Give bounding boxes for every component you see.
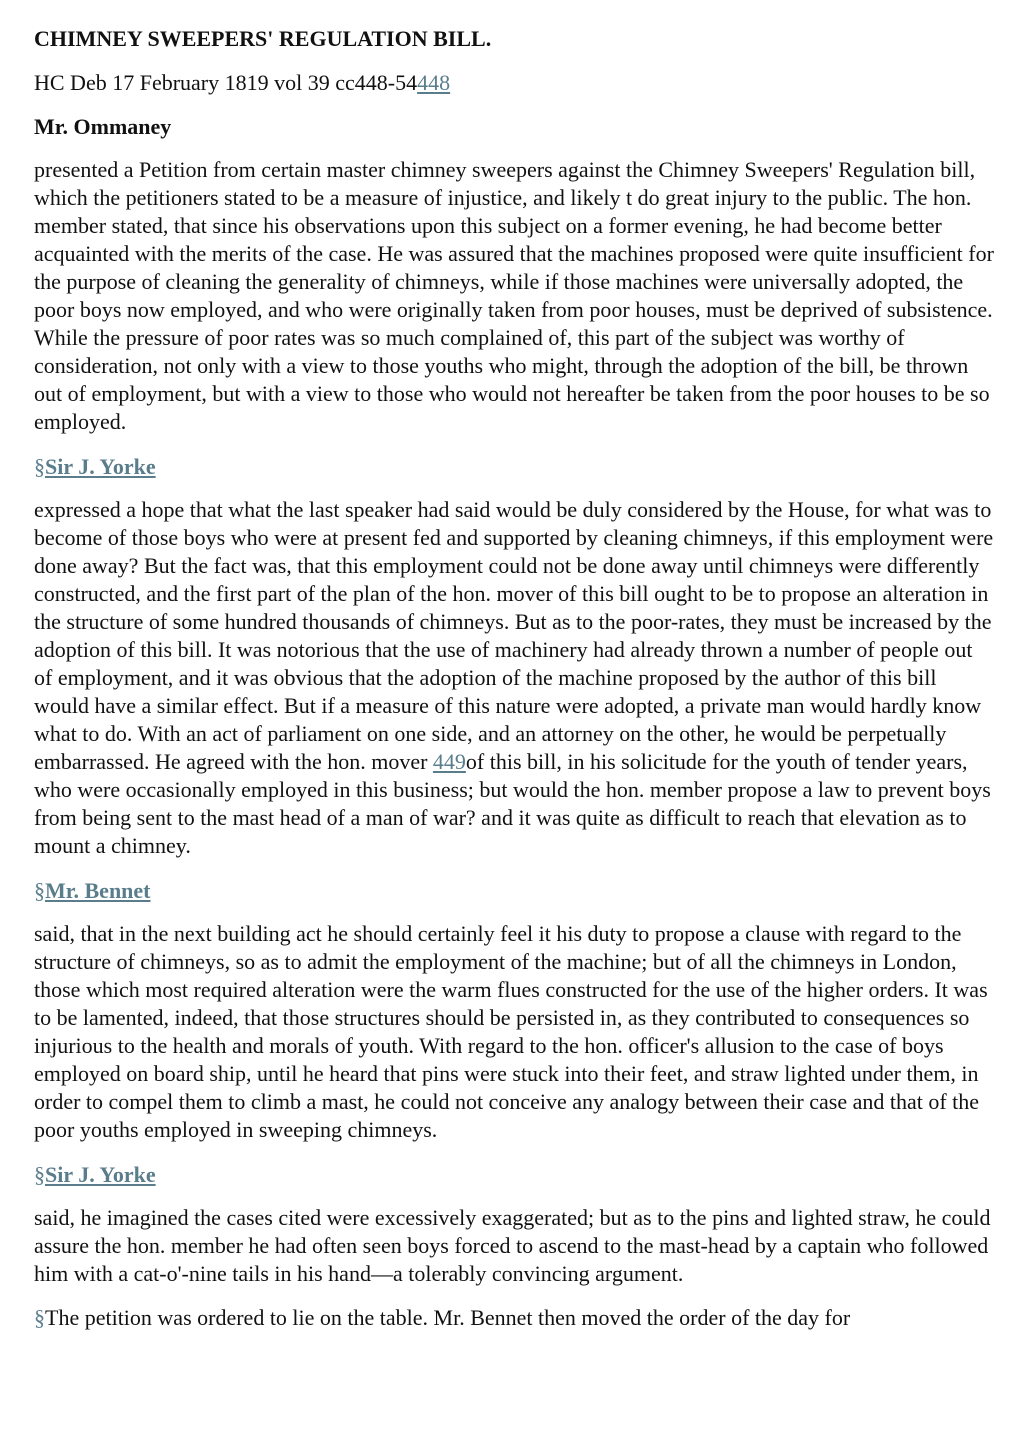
column-link-449[interactable]: 449 [432, 749, 466, 774]
speech-text-part: of this bill, in his solicitude for the youth of tender years, who were occasionally employed in this business; but would the hon. member propose a law to prevent boys from being sent to the mast head of a man of war? and it was quite as difficult to reach that elevation as to mount a chimney. [34, 749, 991, 858]
citation-text: HC Deb 17 February 1819 vol 39 cc448-54 [34, 70, 418, 95]
section-mark: § [34, 878, 45, 903]
section-mark: § [34, 454, 45, 479]
procedure-text [34, 1304, 994, 1332]
section-mark: § [34, 1162, 45, 1187]
speaker-link-yorke[interactable]: Sir J. Yorke [45, 1162, 156, 1187]
column-link-448[interactable]: 448 [417, 70, 451, 95]
section-mark: § [34, 1305, 45, 1330]
speech-text: said, he imagined the cases cited were excessively exaggerated; but as to the pins and lighted straw, he could assure the hon. member he had often seen boys forced to ascend to the mast-head by a captain who followed him with a cat-o'-nine tails in his hand—a tolerably convincing argument. [34, 1205, 991, 1286]
speech-text: presented a Petition from certain master chimney sweepers against the Chimney Sweepers' Regulation bill, which the petitioners stated to be a measure of injustice, and likely t do great injury to the public. The hon. member stated, that since his observations upon this subject on a former evening, he had become better acquainted with the merits of the case. He was assured that the machines proposed were quite insufficient for the purpose of cleaning the generality of chimneys, while if those machines were universally adopted, the poor boys now employed, and who were originally taken from poor houses, must be deprived of subsistence. While the pressure of poor rates was so much complained of, this part of the subject was worthy of consideration, not only with a view to those youths who might, through the adoption of the bill, be thrown out of employment, but with a view to those who would not hereafter be taken from the poor houses to be so employed. [34, 157, 994, 434]
speech-text [34, 496, 994, 860]
speaker-link-bennet[interactable]: Mr. Bennet [45, 878, 151, 903]
procedure-body: The petition was ordered to lie on the table. Mr. Bennet then moved the order of the day for [45, 1305, 851, 1330]
speaker-name: Mr. Ommaney [34, 114, 172, 139]
speech-text: said, that in the next building act he should certainly feel it his duty to propose a clause with regard to the structure of chimneys, so as to admit the employment of the machine; but of all the chimneys in London, those which most required alteration were the warm flues constructed for the use of the higher orders. It was to be lamented, indeed, that those structures should be persisted in, as they contributed to consequences so injurious to the health and morals of youth. With regard to the hon. officer's allusion to the case of boys employed on board ship, until he heard that pins were stuck into their feet, and straw lighted under them, in order to compel them to climb a mast, he could not conceive any analogy between their case and that of the poor youths employed in sweeping chimneys. [34, 921, 988, 1142]
speaker-heading [34, 452, 994, 482]
speaker-heading [34, 1160, 994, 1190]
speaker-link-yorke[interactable]: Sir J. Yorke [45, 454, 156, 479]
citation [34, 68, 994, 98]
speech-text-part: expressed a hope that what the last speaker had said would be duly considered by the House, for what was to become of those boys who were at present fed and supported by cleaning chimneys, if this employment were done away? But the fact was, that this employment could not be done away until chimneys were differently constructed, and the first part of the plan of the hon. mover of this bill ought to be to propose an alteration in the structure of some hundred thousands of chimneys. But as to the poor-rates, they must be increased by the adoption of this bill. It was notorious that the use of machinery had already thrown a number of people out of employment, and it was obvious that the adoption of the machine proposed by the author of this bill would have a similar effect. But if a measure of this nature were adopted, a private man would hardly know what to do. With an act of parliament on one side, and an attorney on the other, he would be perpetually embarrassed. He agreed with the hon. mover [34, 497, 994, 774]
debate-title: CHIMNEY SWEEPERS' REGULATION BILL. [34, 26, 492, 51]
speaker-heading [34, 876, 994, 906]
